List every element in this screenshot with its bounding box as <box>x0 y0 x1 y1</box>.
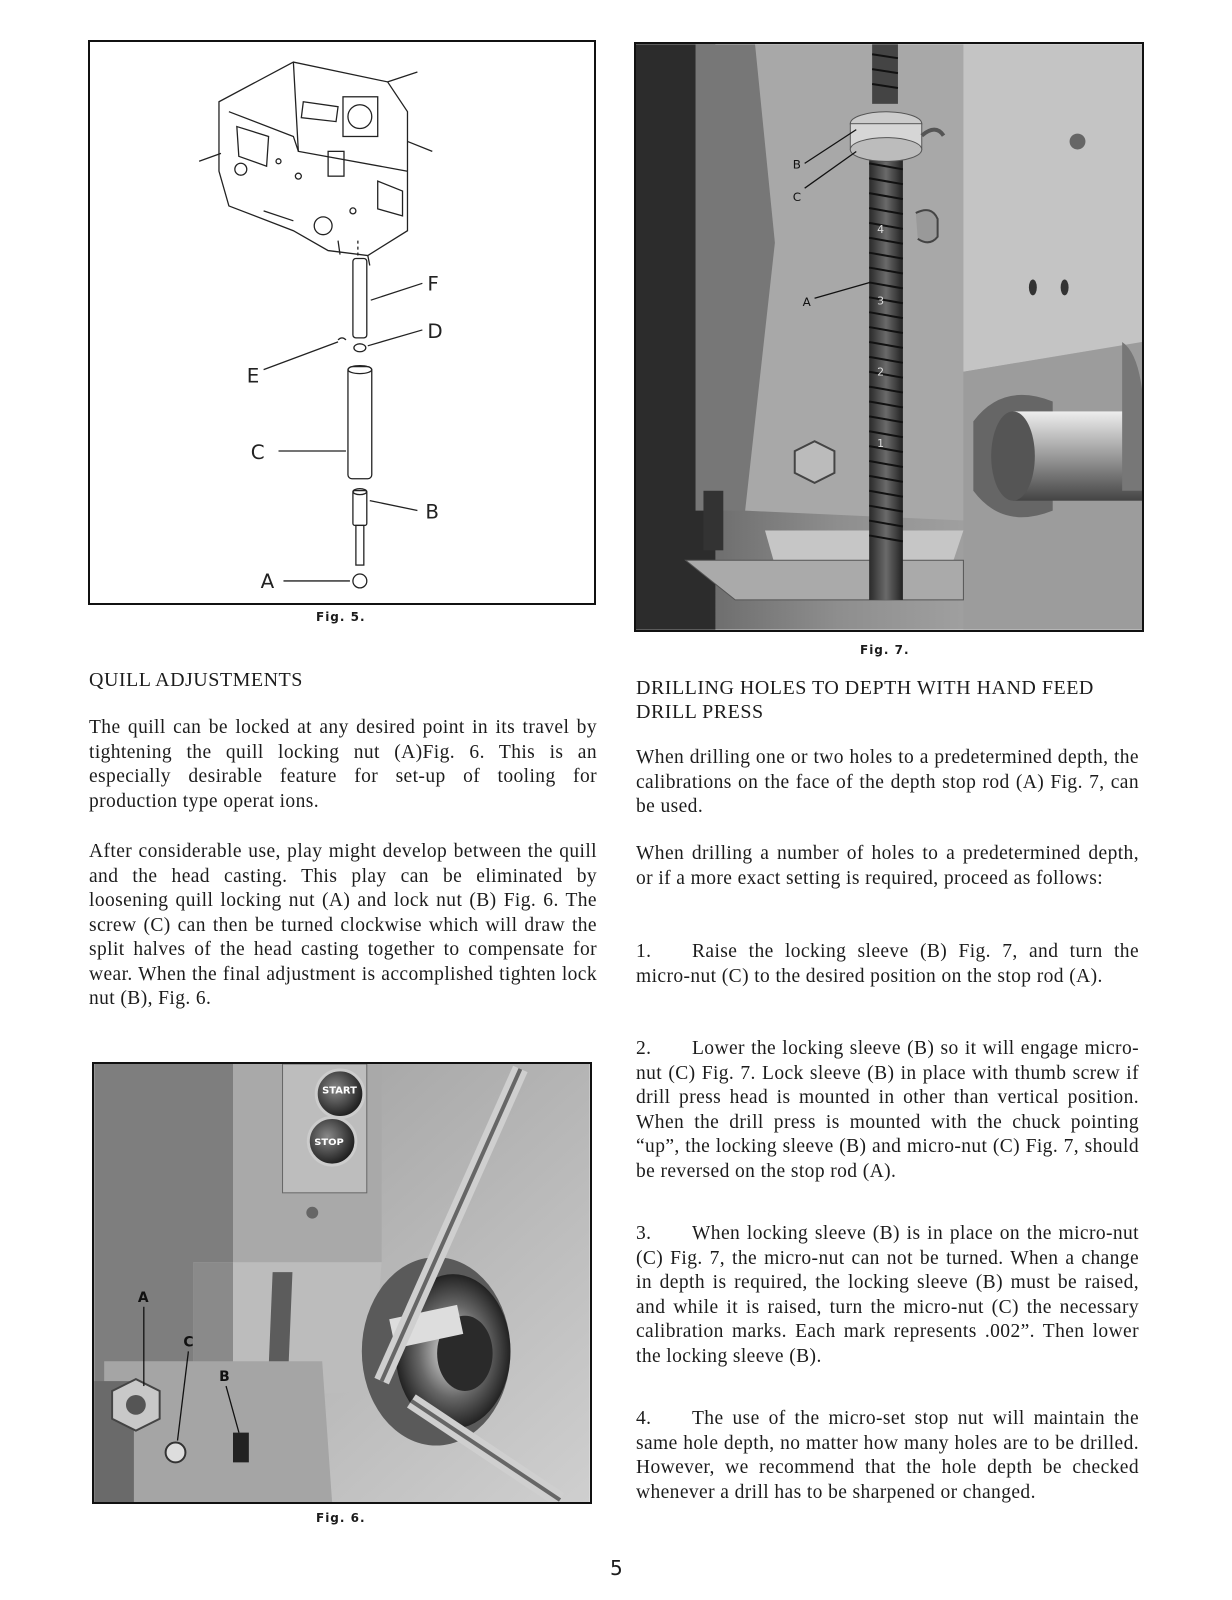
step-2-text: Lower the locking sleeve (B) so it will engage micro-nut (C) Fig. 7. Lock sleeve (B) in place with thumb screw if drill press head is mounted in other than vertical position. When the drill press is mounted with the chuck pointing “up”, the locking sleeve (B) and micro-nut (C) Fig. 7, should be reversed on the stop rod (A). <box>636 1038 1139 1182</box>
fig6-label-b: B <box>219 1369 230 1386</box>
fig6-label-a: A <box>137 1289 149 1306</box>
step-4 <box>636 1407 1139 1505</box>
figure-6-drawing <box>94 1064 590 1502</box>
fig7-scale-mark-1: 1 <box>877 437 885 451</box>
fig7-label-b: B <box>792 157 801 172</box>
fig5-label-a: A <box>260 569 275 593</box>
quill-paragraph-1: The quill can be locked at any desired point in its travel by tightening the quill locking nut (A)Fig. 6. This is an especially desirable feature for set-up of tooling for production type operat ions. <box>89 717 597 812</box>
fig7-label-a: A <box>802 295 811 310</box>
fig7-scale-mark-4: 4 <box>877 222 885 236</box>
figure-7-photo <box>634 42 1144 632</box>
fig5-label-e: E <box>246 364 260 388</box>
stop-button-label: STOP <box>314 1137 344 1149</box>
fig5-label-d: D <box>427 319 443 343</box>
step-4-text: The use of the micro-set stop nut will maintain the same hole depth, no matter how many holes are to be drilled. However, we recommend that the hole depth be checked whenever a drill has to be sharpened or changed. <box>636 1408 1139 1503</box>
figure-7-drawing <box>636 44 1142 630</box>
page-number: 5 <box>610 1556 623 1580</box>
figure-6-caption: Fig. 6. <box>316 1511 366 1525</box>
heading-drilling-holes-line-1: DRILLING HOLES TO DEPTH WITH HAND FEED <box>636 677 1094 699</box>
heading-drilling-holes-line-2: DRILL PRESS <box>636 701 764 723</box>
step-3-text: When locking sleeve (B) is in place on the micro-nut (C) Fig. 7, the micro-nut can not be turned. When a change in depth is required, the locking sleeve (B) must be raised, and while it is raised, turn the micro-nut (C) the necessary calibration marks. Each mark represents .002”. Then lower the locking sleeve (B). <box>636 1223 1139 1367</box>
figure-7-caption: Fig. 7. <box>860 643 910 657</box>
quill-paragraph-2: After considerable use, play might develop between the quill and the head casting. This play can be eliminated by loosening quill locking nut (A) and lock nut (B) Fig. 6. The screw (C) can then be turned clockwise which will draw the split halves of the head casting together to compensate for wear. When the final adjustment is accomplished tighten lock nut (B), Fig. 6. <box>89 841 597 1009</box>
step-1-text: Raise the locking sleeve (B) Fig. 7, and turn the micro-nut (C) to the desired position on the stop rod (A). <box>636 941 1139 987</box>
figure-5-caption: Fig. 5. <box>316 610 366 624</box>
fig7-scale-mark-3: 3 <box>877 294 885 308</box>
fig5-label-c: C <box>250 440 265 464</box>
fig7-scale-mark-2: 2 <box>877 365 885 379</box>
drilling-paragraph-1: When drilling one or two holes to a predetermined depth, the calibrations on the face of the depth stop rod (A) Fig. 7, can be used. <box>636 747 1139 817</box>
heading-quill-adjustments: QUILL ADJUSTMENTS <box>89 669 303 691</box>
figure-5-drawing <box>90 42 594 603</box>
figure-6-photo <box>92 1062 592 1504</box>
start-button-label: START <box>322 1085 357 1097</box>
step-1 <box>636 940 1139 989</box>
step-3-number: 3. <box>636 1223 652 1244</box>
fig5-label-b: B <box>425 500 439 524</box>
step-4-number: 4. <box>636 1408 652 1429</box>
fig6-label-c: C <box>183 1334 194 1351</box>
drilling-paragraph-2: When drilling a number of holes to a predetermined depth, or if a more exact setting is required, proceed as follows: <box>636 843 1139 889</box>
fig7-label-c: C <box>792 190 802 205</box>
figure-5-exploded-diagram <box>88 40 596 605</box>
step-1-number: 1. <box>636 941 652 962</box>
fig5-label-f: F <box>427 272 439 296</box>
step-2-number: 2. <box>636 1038 652 1059</box>
step-2 <box>636 1037 1139 1184</box>
step-3 <box>636 1222 1139 1369</box>
